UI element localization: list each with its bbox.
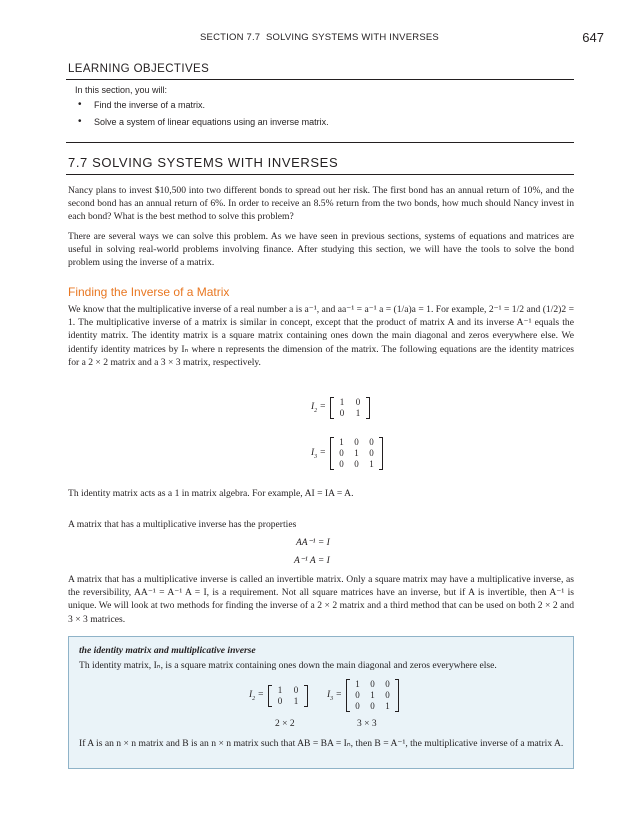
definition-text: Th identity matrix, Iₙ, is a square matrix containing ones down the main diagonal and zeros everywhere else. (79, 660, 497, 671)
caption-3x3: 3 × 3 (357, 719, 377, 729)
definition-footer: If A is an n × n matrix and B is an n × n matrix such that AB = BA = Iₙ, then B = A⁻¹, the multiplicative inverse of a matrix A. (79, 738, 564, 749)
learning-objectives-title: LEARNING OBJECTIVES (68, 63, 210, 75)
identity-matrix-2x2: $I_2$ = 1 0 0 1 (311, 397, 370, 419)
intro-paragraph-1: Nancy plans to invest $10,500 into two different bonds to spread out her risk. The first bond has an annual return of 10%, and the second bond has an annual return of 6%. In order to receive an 8.5% return from the two bonds, how much should Nancy invest in each bond? What is the best method to solve this problem? (68, 185, 574, 223)
objective-item: • Find the inverse of a matrix. (78, 100, 329, 117)
inverse-paragraph: We know that the multiplicative inverse of a real number a is a⁻¹, and aa⁻¹ = a⁻¹ a = (1/a)a = 1. For example, 2⁻¹ = 1/2 and (1/2)2 = 1. The multiplicative inverse of a matrix is similar in concept, except that the product of matrix A and its inverse A⁻¹ equals the identity matrix. The identity matrix is a square matrix containing ones down the main diagonal and zeros everywhere else. We identify identity matrices by Iₙ where n represents the dimension of the matrix. The following equations are the identity matrices for a 2 × 2 matrix and a 3 × 3 matrix, respectively. (68, 304, 574, 368)
running-header (0, 30, 630, 48)
definition-matrix-3x3: $I_3$ = 1 0 0 0 1 0 0 0 1 (327, 679, 399, 712)
identity-matrix-3x3: $I_3$ = 1 0 0 0 1 0 0 0 1 (311, 437, 383, 470)
intro-paragraph-2: There are several ways we can solve this problem. As we have seen in previous sections, systems of equations and matrices are useful in solving real-world problems involving finance. After studying this section, we will have the tools to solve the bond problem using the inverse of a matrix. (68, 231, 574, 269)
invertible-paragraph: A matrix that has a multiplicative inverse is called an invertible matrix. Only a square matrix may have a multiplicative inverse, as the reversibility, AA⁻¹ = A⁻¹ A = I, is a requirement. Not all square matrices have an inverse, but if A is invertible, then A⁻¹ is unique. We will look at two methods for finding the inverse of a 2 × 2 matrix and a third method that can be used on both 2 × 2 and 3 × 3 matrices. (68, 574, 574, 625)
objective-item: • Solve a system of linear equations using an inverse matrix. (78, 117, 329, 134)
section-title: 7.7 SOLVING SYSTEMS WITH INVERSES (68, 155, 339, 170)
identity-acts-paragraph: Th identity matrix acts as a 1 in matrix algebra. For example, AI = IA = A. (68, 488, 354, 499)
definition-matrix-2x2: $I_2$ = 1 0 0 1 (249, 685, 308, 707)
caption-2x2: 2 × 2 (275, 719, 295, 729)
equation-2: A⁻¹ A = I (294, 556, 330, 566)
objectives-list (78, 100, 329, 134)
definition-box (68, 636, 574, 769)
objectives-rule (66, 79, 574, 80)
running-header-section: SECTION 7.7 SOLVING SYSTEMS WITH INVERSES (200, 32, 439, 43)
definition-title: the identity matrix and multiplicative inverse (79, 645, 256, 656)
page-number: 647 (582, 30, 604, 45)
equation-1: AA⁻¹ = I (296, 538, 330, 548)
objectives-intro: In this section, you will: (75, 85, 168, 95)
properties-paragraph: A matrix that has a multiplicative inverse has the properties (68, 519, 297, 530)
section-title-rule (66, 174, 574, 175)
subsection-title: Finding the Inverse of a Matrix (68, 285, 230, 299)
section-top-rule (66, 142, 574, 143)
